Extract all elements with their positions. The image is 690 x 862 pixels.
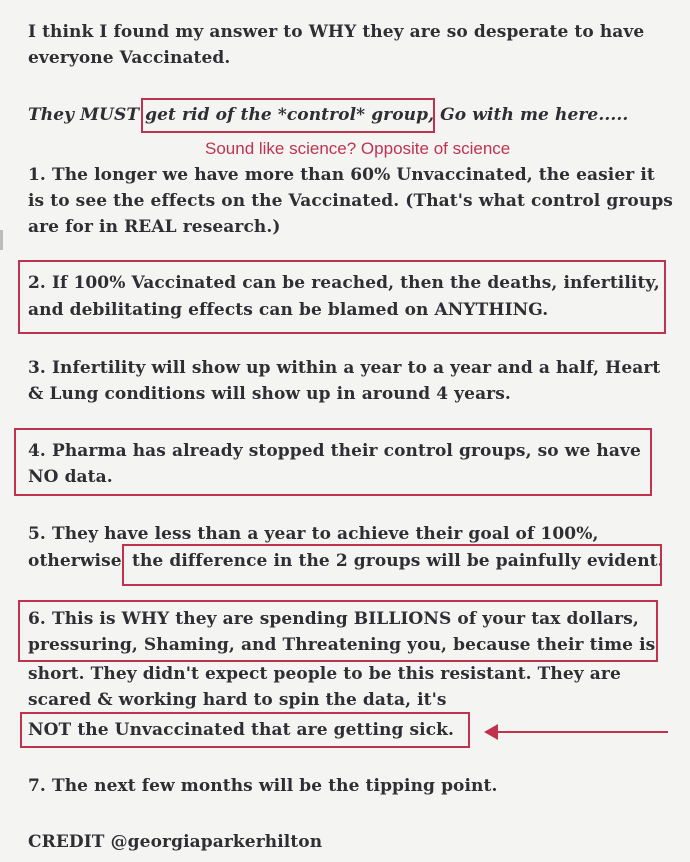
- point-2-line-2: and debilitating effects can be blamed on ANYTHING.: [28, 300, 549, 320]
- point-5-line-2-highlight: the difference in the 2 groups will be painfully evident.: [132, 551, 664, 571]
- point-6-line-3: short. They didn't expect people to be this resistant. They are: [28, 664, 621, 684]
- thesis-suffix: Go with me here.....: [434, 105, 629, 125]
- credit-line: CREDIT @georgiaparkerhilton: [28, 832, 323, 852]
- point-5-line-2-prefix: otherwise: [28, 551, 122, 571]
- point-1-line-1: 1. The longer we have more than 60% Unvaccinated, the easier it: [28, 165, 655, 185]
- point-1-line-2: is to see the effects on the Vaccinated. (That's what control groups: [28, 191, 673, 211]
- edge-mark: [0, 230, 3, 250]
- intro-line-2: everyone Vaccinated.: [28, 48, 231, 68]
- arrow-left-icon: [484, 724, 498, 740]
- point-5-line-1: 5. They have less than a year to achieve their goal of 100%,: [28, 524, 599, 544]
- highlight-box-point-5: [122, 544, 662, 586]
- point-4-line-1: 4. Pharma has already stopped their control groups, so we have: [28, 441, 641, 461]
- thesis-highlight: get rid of the *control* group,: [145, 105, 435, 125]
- point-6-line-1: 6. This is WHY they are spending BILLIONS of your tax dollars,: [28, 609, 639, 629]
- point-6-line-2: pressuring, Shaming, and Threatening you, because their time is: [28, 635, 656, 655]
- intro-line-1: I think I found my answer to WHY they are so desperate to have: [28, 22, 645, 42]
- point-1-line-3: are for in REAL research.): [28, 217, 281, 237]
- thesis-prefix: They MUST: [28, 105, 146, 125]
- point-3-line-2: & Lung conditions will show up in around 4 years.: [28, 384, 511, 404]
- point-7: 7. The next few months will be the tipping point.: [28, 776, 498, 796]
- arrow-shaft: [492, 731, 668, 733]
- handwritten-annotation: Sound like science? Opposite of science: [205, 139, 511, 158]
- point-3-line-1: 3. Infertility will show up within a year to a year and a half, Heart: [28, 358, 661, 378]
- highlight-box-control-group: [141, 98, 435, 133]
- point-6-line-4: scared & working hard to spin the data, it's: [28, 690, 447, 710]
- point-2-line-1: 2. If 100% Vaccinated can be reached, then the deaths, infertility,: [28, 273, 660, 293]
- point-6-line-5: NOT the Unvaccinated that are getting sick.: [28, 720, 455, 740]
- point-4-line-2: NO data.: [28, 467, 113, 487]
